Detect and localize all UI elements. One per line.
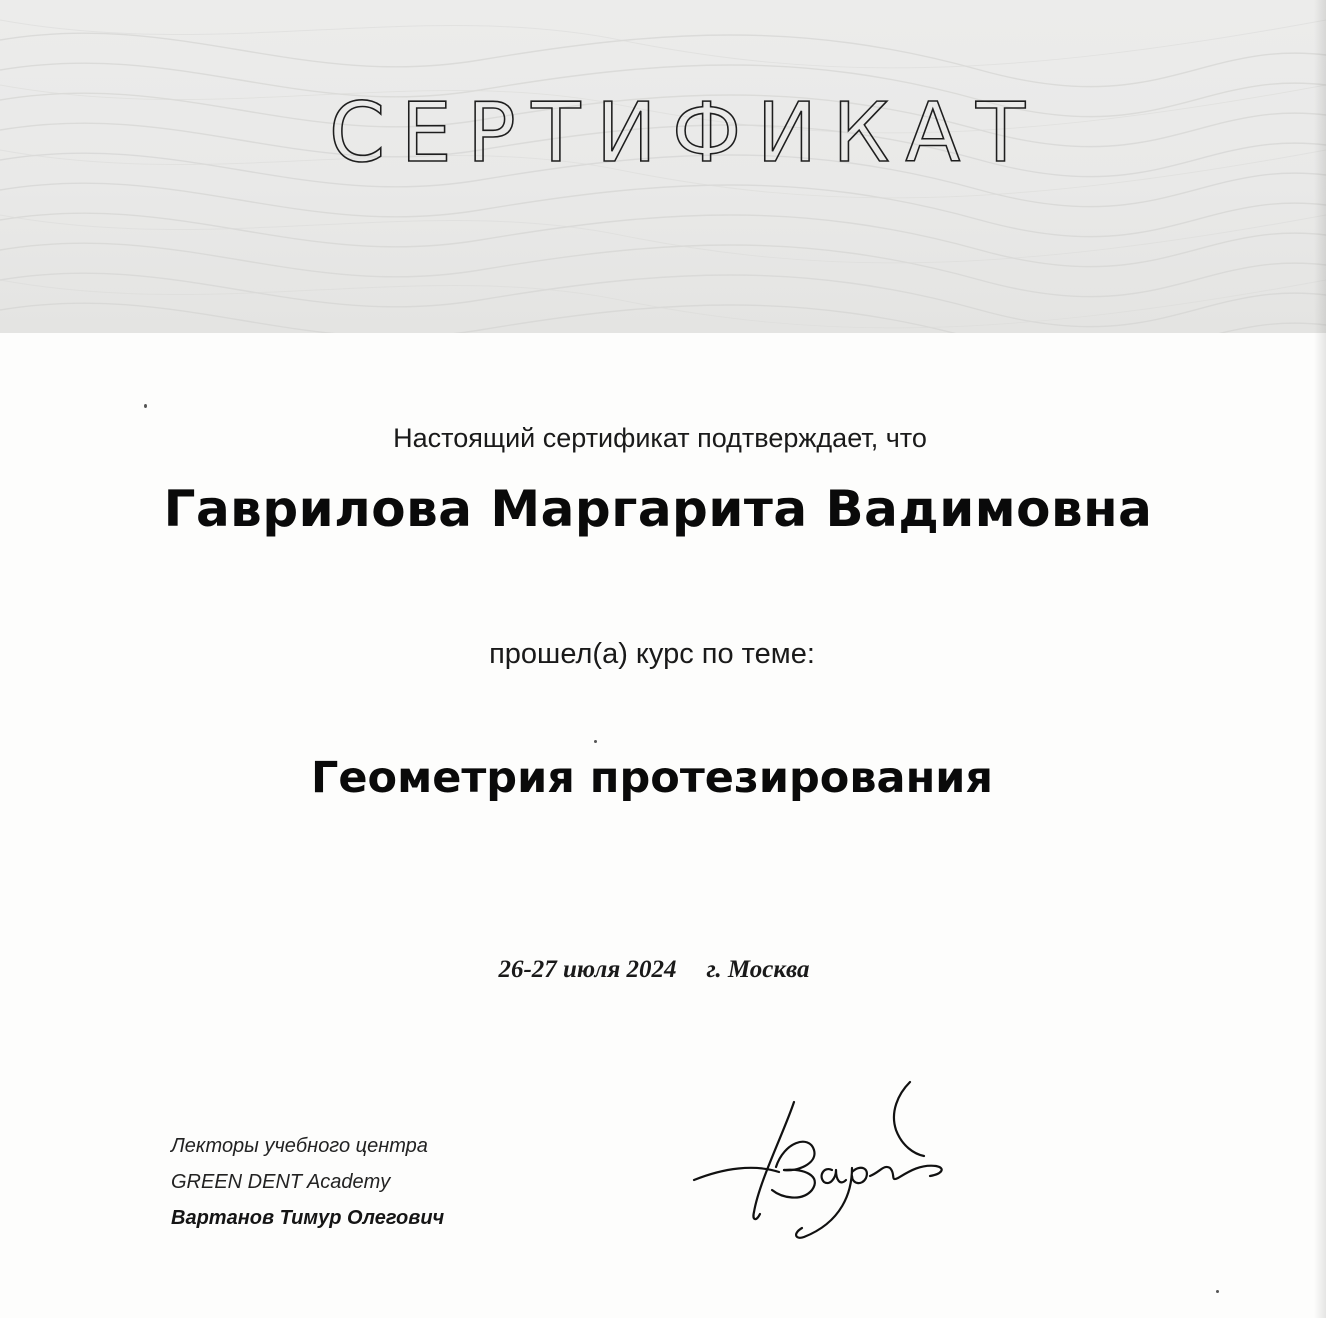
lecturers-line-2: GREEN DENT Academy	[171, 1171, 391, 1193]
lecturers-block	[171, 1128, 444, 1236]
course-city: г. Москва	[706, 956, 810, 983]
scan-speck	[594, 740, 597, 743]
certificate-title	[0, 86, 1326, 181]
scan-edge-shadow	[1314, 0, 1326, 1318]
date-location-line	[0, 956, 1308, 984]
scan-speck	[1216, 1290, 1219, 1293]
certificate-title-text: СЕРТИФИКАТ	[328, 86, 1041, 181]
recipient-name: Гаврилова Маргарита Вадимовна	[163, 480, 1153, 538]
course-date: 26-27 июля 2024	[498, 956, 677, 983]
lecturers-line-1: Лекторы учебного центра	[171, 1135, 428, 1157]
signature-icon	[684, 1072, 954, 1242]
confirm-text: Настоящий сертификат подтверждает, что	[393, 423, 927, 453]
course-title: Геометрия протезирования	[310, 753, 994, 803]
lecturer-name: Вартанов Тимур Олегович	[171, 1207, 445, 1229]
passed-course-text: прошел(а) курс по теме:	[489, 638, 815, 670]
scan-speck	[144, 404, 147, 408]
